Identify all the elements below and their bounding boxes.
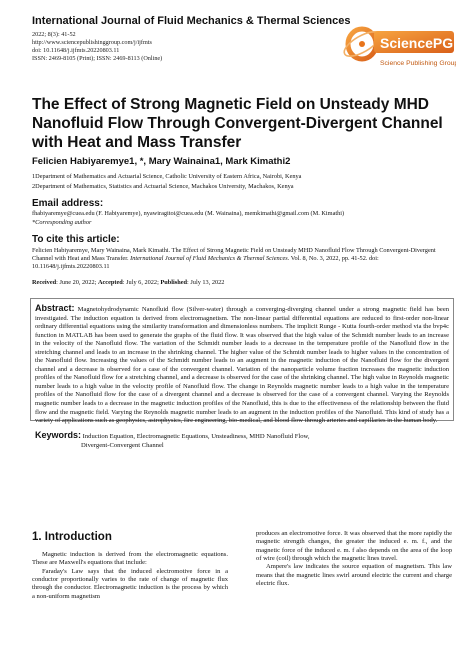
cite-heading: To cite this article:: [32, 234, 120, 245]
section-heading-introduction: 1. Introduction: [32, 531, 112, 543]
logo-name: SciencePG: [380, 35, 454, 51]
keywords-line-2: Divergent-Convergent Channel: [81, 442, 164, 449]
received-label: Received: [32, 279, 57, 286]
logo-tagline: Science Publishing Group: [380, 60, 456, 67]
journal-url[interactable]: http://www.sciencepublishinggroup.com/j/ijfmts: [32, 39, 152, 46]
affiliation-1: 1Department of Mathematics and Actuarial Science, Catholic University of Eastern Africa, Nairobi, Kenya: [32, 173, 302, 180]
received-date: : June 20, 2022;: [56, 279, 97, 286]
journal-doi[interactable]: doi: 10.11648/j.ijfmts.20220803.11: [32, 47, 120, 54]
affiliation-2: 2Department of Mathematics, Statistics and Actuarial Science, Machakos University, Machakos, Kenya: [32, 183, 294, 190]
author-names: Felicien Habiyaremye1, *, Mary Wainaina1, Mark Kimathi2: [32, 156, 291, 167]
author-list: [32, 156, 290, 167]
intro-left-column: [32, 551, 228, 601]
abstract: [35, 304, 449, 426]
corresponding-author: *Corresponding author: [32, 219, 92, 226]
citation-journal: International Journal of Fluid Mechanics & Thermal Sciences.: [130, 255, 290, 262]
intro-paragraph: Magnetic induction is derived from the electromagnetic equations. These are Maxwell's equations that include:: [32, 551, 228, 567]
intro-paragraph: produces an electromotive force. It was observed that the more rapidly the magnetic strength changes, the greater the induced e. m. f., and the magnetic force of the induced e. m. f also depends on the area of the loop of wire (coil) through which the magnetic lines travel.: [256, 530, 452, 563]
abstract-body: Magnetohydrodynamic Nanofluid flow (Silver-water) through a converging-diverging channel under a strong magnetic field has been investigated. The induction equation is derived from electromagnetism. The non-linear partial differential equations are reduced to first-order non-linear ordinary differential equations using the similarity transformation and dimensionless numbers. The implicit Runge - Kutta fourth-order method via the bvp4c function in MATLAB has been used to generate the graphs of the fluid flow. It was observed that the high value of the Schmidt number leads to an increase in the velocity of the Nanofluid flow. The variation of the Schmidt number leads to a decrease in the temperature profile of the Nanofluid flow in the stretching channel and leads to an increase in the shrinking channel. The higher value of the Schmidt number leads to higher values in the concentration of the Nanofluid flow. Increasing the values of the Schmidt number leads to an augment in the magnetic induction of the Nanofluid flow for the divergent channel and a decrease is observed for a case of the convergent channel. Variation of the nanoparticle volume fraction increases the magnetic induction profiles of the Nanofluid flow for a stretching channel, and a decrease is observed for the case of the shrinking channel. The high value in Reynolds magnetic number leads to a high value in the velocity profile of Nanofluid flow. The change in Reynolds magnetic number leads to a high value in the temperature profiles of the Nanofluid flow for the case of a divergent channel and a decrease is observed for the case of a convergent channel. Varying the Reynolds magnetic number leads to a decrease in the magnetic induction profiles of the Nanofluid, this is due to the effectiveness of the relationship between the fluid flow and the magnetic field. Varying the Reynolds magnetic number leads to an augment in the induction profiles of the Nanofluid. This kind of study has a variety of applications such as geophysics, astrophysics, fire engineering, bio-medical, and blood flow through arteries and capillaries in the human body.: [35, 306, 450, 425]
accepted-date: : July 6, 2022;: [122, 279, 159, 286]
email-addresses[interactable]: fhabiyaremye@cuea.edu (F. Habiyaremye), nyawiragitoi@cuea.edu (M. Wainaina), memkimathi@gmail.com (M. Kimathi): [32, 210, 345, 217]
journal-issn: ISSN: 2469-8105 (Print); ISSN: 2469-8113 (Online): [32, 55, 163, 62]
citation-text: [32, 247, 452, 271]
published-label: Published: [160, 279, 188, 286]
citation-body: Felicien Habiyaremye, Mary Wainaina, Mark Kimathi. The Effect of Strong Magnetic Field on Unsteady MHD Nanofluid Flow Through Convergent-Divergent Channel with Heat and Mass Transfer.: [32, 247, 436, 262]
intro-paragraph: Faraday's Law says that the induced electromotive force in a conductor proportionally varies to the rate of change of magnetic flux through the conductor. Electromagnetic induction is the process by which a non-uniform magnetism: [32, 567, 228, 600]
keywords-label: Keywords:: [35, 430, 82, 440]
keywords-line-1: Induction Equation, Electromagnetic Equations, Unsteadiness, MHD Nanofluid Flow,: [82, 433, 310, 440]
sciencepg-logo: [340, 22, 456, 72]
intro-right-column: [256, 530, 452, 588]
abstract-label: Abstract:: [35, 303, 75, 313]
citation-volume[interactable]: Vol. 8, No. 3, 2022, pp. 41-52. doi: 10.11648/j.ijfmts.20220803.11: [32, 255, 379, 270]
paper-title: The Effect of Strong Magnetic Field on Unsteady MHD Nanofluid Flow Through Convergent-Divergent Channel with Heat and Mass Transfer: [32, 96, 443, 151]
publication-dates: [32, 279, 224, 286]
keywords: [35, 431, 445, 450]
intro-paragraph: Ampere's law indicates the source equation of magnetism. This law means that the magnetic lines swirl around electric the current and charge electric flux.: [256, 563, 452, 588]
published-date: : July 13, 2022: [187, 279, 225, 286]
email-heading: Email address:: [32, 198, 104, 209]
sciencepg-logo-icon: [340, 22, 456, 72]
accepted-label: Accepted: [97, 279, 123, 286]
journal-volume: 2022; 8(3): 41-52: [32, 31, 76, 38]
journal-title: International Journal of Fluid Mechanics & Thermal Sciences: [32, 15, 351, 27]
